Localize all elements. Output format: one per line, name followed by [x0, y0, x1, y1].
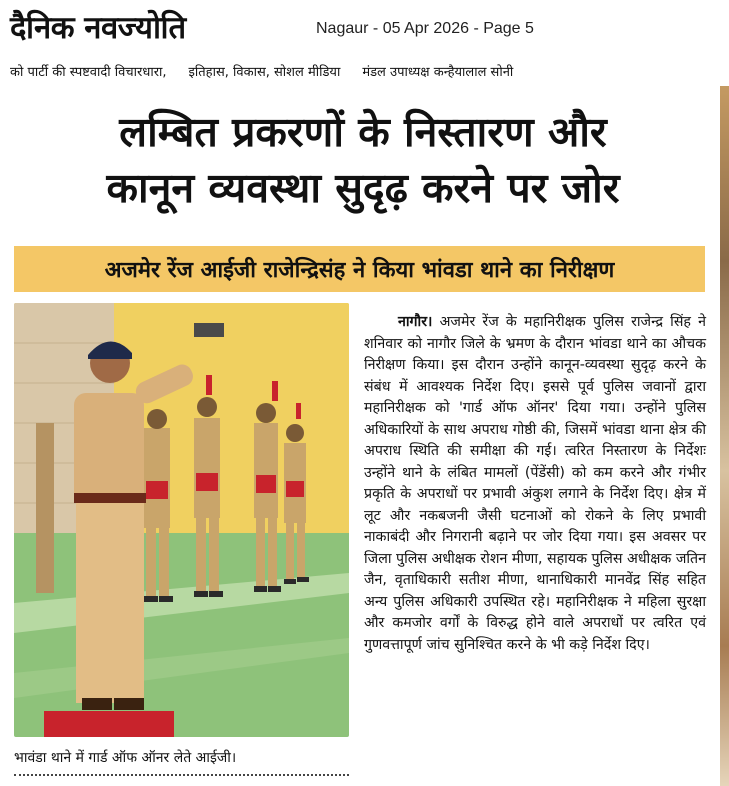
- teaser-item: मंडल उपाध्यक्ष कन्हैयालाल सोनी: [362, 65, 514, 80]
- teaser-item: इतिहास, विकास, सोशल मीडिया: [188, 65, 341, 80]
- article-body: [364, 312, 706, 656]
- newspaper-logo: दैनिक नवज्योति: [10, 10, 186, 46]
- article-dateline: नागौर।: [398, 314, 433, 330]
- masthead: [0, 0, 729, 56]
- teaser-strip: [10, 62, 715, 84]
- caption-divider: [14, 774, 349, 776]
- article-photo: [14, 303, 349, 737]
- article-subheadline: अजमेर रेंज आईजी राजेन्द्रिसंह ने किया भांवडा थाने का निरीक्षण: [14, 246, 705, 292]
- teaser-item: को पार्टी की स्पष्टवादी विचारधारा,: [10, 65, 167, 80]
- headline-line-1: लम्बित प्रकरणों के निस्तारण और: [119, 108, 607, 156]
- adjacent-photo-edge: [720, 86, 729, 786]
- photo-caption: भावंडा थाने में गार्ड ऑफ ऑनर लेते आईजी।: [14, 750, 237, 766]
- guard-of-honour-illustration: [14, 303, 349, 737]
- edition-line: Nagaur - 05 Apr 2026 - Page 5: [316, 20, 534, 37]
- article-body-text: अजमेर रेंज के महानिरीक्षक पुलिस राजेन्द्र सिंह ने शनिवार को नागौर जिले के भ्रमण के दौरान भांवडा थाने का औचक निरीक्षण किया। इस दौरान उन्होंने कानून-व्यवस्था सुदृढ़ करने के संबंध में आवश्यक निर्देश दिए। इससे पूर्व पुलिस जवानों द्वारा महानिरीक्षक को 'गार्ड ऑफ ऑनर' दिया गया। उन्होंने पुलिस अधिकारियों के साथ अपराध गोष्ठी की, जिसमें भांवडा थाना क्षेत्र की अपराध स्थिति की समीक्षा की गई। त्वरित निस्तारण के निर्देशः उन्होंने थाने के लंबित मामलों (पेंडेंसी) को कम करने और गंभीर प्रकृति के अपराधों पर प्रभावी अंकुश लगाने के निर्देश दिए। क्षेत्र में लूट और नकबजनी जैसी घटनाओं को रोकने के लिए प्रभावी नाकाबंदी और निगरानी बढ़ाने पर जोर दिया गया। इस अवसर पर जिला पुलिस अधीक्षक रोशन मीणा, सहायक पुलिस अधीक्षक जतिन जैन, वृताधिकारी सतीश मीणा, थानाधिकारी मानवेंद्र सिंह सहित अन्य पुलिस अधिकारी उपस्थित रहे। महानिरीक्षक ने महिला सुरक्षा और कमजोर वर्गों के विरुद्ध होने वाले अपराधों पर त्वरित एवं गुणवत्तापूर्ण जांच सुनिश्चित करने के भी कड़े निर्देश दिए।: [364, 314, 707, 653]
- article-headline: [10, 104, 716, 216]
- headline-line-2: कानून व्यवस्था सुदृढ़ करने पर जोर: [106, 164, 620, 212]
